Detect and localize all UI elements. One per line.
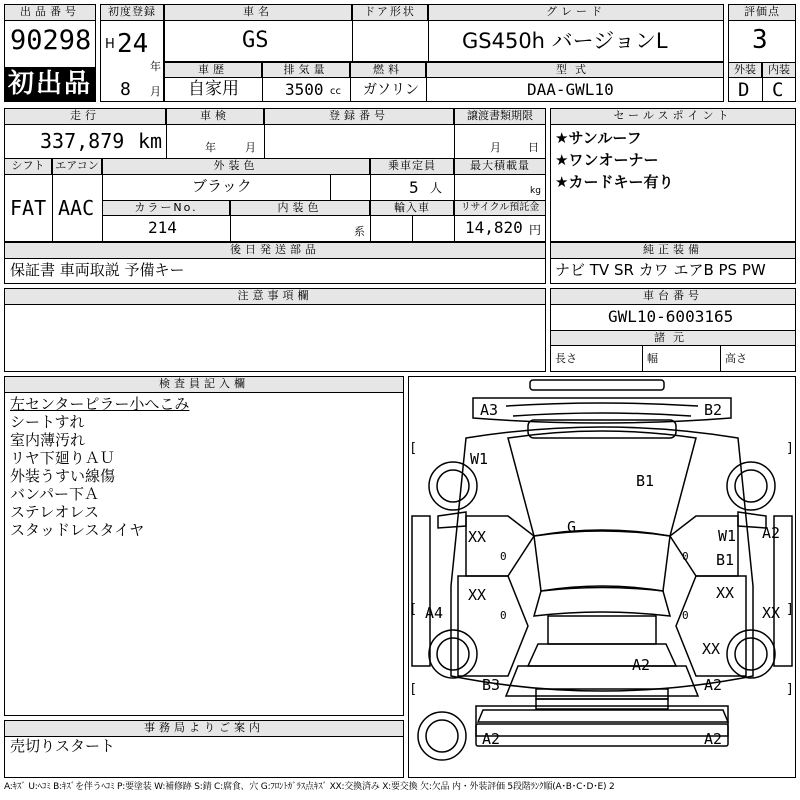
bracket-left: [ [411, 602, 417, 617]
bracket-right: ] [787, 682, 793, 697]
first-registration-month: 8 [120, 79, 131, 100]
notes-label: 注意事項欄 [4, 288, 546, 305]
damage-mark: B2 [704, 401, 723, 419]
selling-points-label: セールスポイント [550, 108, 796, 125]
damage-mark: W1 [718, 527, 737, 545]
recycle-unit: 円 [529, 223, 542, 237]
later-parts-label: 後日発送部品 [4, 242, 546, 259]
inspection-year: 年 [205, 141, 216, 154]
bracket-left: [ [411, 441, 417, 456]
ext-color: ブラック [192, 177, 252, 195]
max-load-unit: kg [530, 186, 541, 196]
exterior-grade-label: 外装 [728, 62, 762, 78]
import-label: 輸入車 [370, 200, 454, 216]
capacity-unit: 人 [430, 181, 443, 195]
history: 自家用 [188, 79, 239, 99]
bracket-left: [ [411, 682, 417, 697]
selling-point-item: ★サンルーフ [555, 129, 642, 147]
lot-number-label: 出品番号 [4, 4, 96, 21]
fuel-label: 燃料 [350, 62, 426, 78]
damage-mark: G [567, 518, 577, 536]
damage-mark: B1 [716, 551, 735, 569]
car-name: GS [242, 28, 269, 53]
spec-length-label: 長さ [555, 352, 577, 365]
zero-mark: 0 [500, 609, 507, 622]
ac: AAC [58, 196, 95, 220]
damage-mark: B3 [482, 676, 501, 694]
reg-number-label: 登録番号 [264, 108, 454, 125]
transfer-month: 月 [490, 141, 501, 154]
selling-point-item: ★カードキー有り [555, 173, 674, 191]
inspection-month: 月 [245, 141, 256, 154]
transfer-day: 日 [528, 141, 539, 154]
specs-label: 諸元 [550, 330, 796, 346]
car-name-label: 車名 [164, 4, 352, 21]
damage-mark: W1 [470, 450, 489, 468]
interior-grade-label: 内装 [762, 62, 796, 78]
legend: A:ｷｽﾞ U:ﾍｺﾐ B:ｷｽﾞを伴うﾍｺﾐ P:要塗装 W:補修跡 S:錆 C:腐食、穴 G:ﾌﾛﾝﾄｶﾞﾗｽ点ｷｽﾞ XX:交換済み X:要交換 欠:欠品 内・外装評価 5段階ﾗﾝｸ順(A･B･C･D･E) 2 [4, 782, 615, 792]
grade: GS450h バージョンL [462, 29, 668, 53]
mileage: 337,879 [40, 129, 125, 153]
month-suffix: 月 [150, 85, 161, 98]
shift-label: シフト [4, 158, 52, 175]
inspector-line: ステレオレス [10, 503, 99, 521]
mileage-unit: km [138, 129, 163, 153]
model-label: 型式 [426, 62, 724, 78]
fuel: ガソリン [363, 82, 419, 98]
ext-color-label: 外装色 [102, 158, 370, 175]
displacement: 3500 [285, 80, 324, 99]
bracket-right: ] [787, 441, 793, 456]
inspector-line: 外装うすい線傷 [10, 467, 116, 485]
damage-mark: A4 [425, 604, 444, 622]
inspector-line: リヤ下廻りＡＵ [10, 449, 115, 467]
damage-mark: A2 [632, 656, 651, 674]
history-label: 車歴 [164, 62, 262, 78]
recycle-fee: 14,820 [465, 218, 523, 237]
inspector-line: バンパー下Ａ [10, 485, 99, 503]
first-listing-badge: 初出品 [4, 67, 96, 102]
damage-mark: XX [762, 604, 781, 622]
color-no: 214 [148, 218, 177, 237]
score: 3 [752, 25, 768, 55]
selling-point-item: ★ワンオーナー [555, 151, 659, 169]
capacity-label: 乗車定員 [370, 158, 454, 175]
inspector-line: 室内薄汚れ [10, 431, 86, 449]
spec-width-label: 幅 [647, 352, 658, 365]
color-no-label: カラーNo. [102, 200, 230, 216]
damage-mark: A3 [480, 401, 499, 419]
damage-mark: XX [468, 528, 487, 546]
zero-mark: 0 [682, 609, 689, 622]
damage-mark: XX [702, 640, 721, 658]
damage-mark: A2 [762, 524, 781, 542]
inspector-line: シートすれ [10, 413, 85, 431]
displacement-label: 排気量 [262, 62, 350, 78]
inspector-line: スタッドレスタイヤ [10, 521, 145, 539]
recycle-label: リサイクル預託金 [454, 200, 546, 216]
door-type-label: ドア形状 [352, 4, 428, 21]
first-registration-year: 24 [117, 29, 149, 59]
office-label: 事務局よりご案内 [4, 720, 404, 737]
displacement-unit: cc [330, 86, 341, 97]
zero-mark: 0 [682, 550, 689, 563]
inspection-label: 車検 [166, 108, 264, 125]
max-load-label: 最大積載量 [454, 158, 546, 175]
damage-mark: A2 [704, 676, 723, 694]
chassis-number: GWL10-6003165 [608, 307, 734, 326]
genuine-equipment-label: 純正装備 [550, 242, 796, 259]
model: DAA-GWL10 [527, 80, 614, 99]
int-color-unit: 系 [354, 225, 365, 238]
lot-number: 90298 [10, 25, 92, 56]
spec-height-label: 高さ [725, 352, 747, 365]
shift: FAT [10, 196, 47, 220]
era: H [105, 37, 115, 52]
genuine-equipment-value: ナビ TV SR カワ エアB PS PW [555, 261, 766, 279]
transfer-doc-label: 譲渡書類期限 [454, 108, 546, 125]
exterior-grade: D [738, 79, 750, 101]
damage-mark: A2 [704, 730, 723, 748]
zero-mark: 0 [500, 550, 507, 563]
ac-label: エアコン [52, 158, 102, 175]
bracket-right: ] [787, 602, 793, 617]
inspector-line: 左センターピラー小へこみ [10, 395, 190, 413]
chassis-label: 車台番号 [550, 288, 796, 305]
car-diagram [408, 376, 796, 778]
damage-mark: A2 [482, 730, 501, 748]
first-registration-label: 初度登録 [100, 4, 164, 21]
damage-mark: XX [468, 586, 487, 604]
later-parts-value: 保証書 車両取説 予備キー [10, 261, 185, 279]
year-suffix: 年 [150, 60, 161, 73]
int-color-label: 内装色 [230, 200, 370, 216]
inspector-label: 検査員記入欄 [4, 376, 404, 393]
damage-mark: XX [716, 584, 735, 602]
score-label: 評価点 [728, 4, 796, 21]
grade-label: グレード [428, 4, 724, 21]
mileage-label: 走行 [4, 108, 166, 125]
damage-mark: B1 [636, 472, 655, 490]
interior-grade: C [772, 79, 784, 101]
capacity: 5 [409, 178, 419, 197]
office-message: 売切りスタート [10, 737, 116, 755]
